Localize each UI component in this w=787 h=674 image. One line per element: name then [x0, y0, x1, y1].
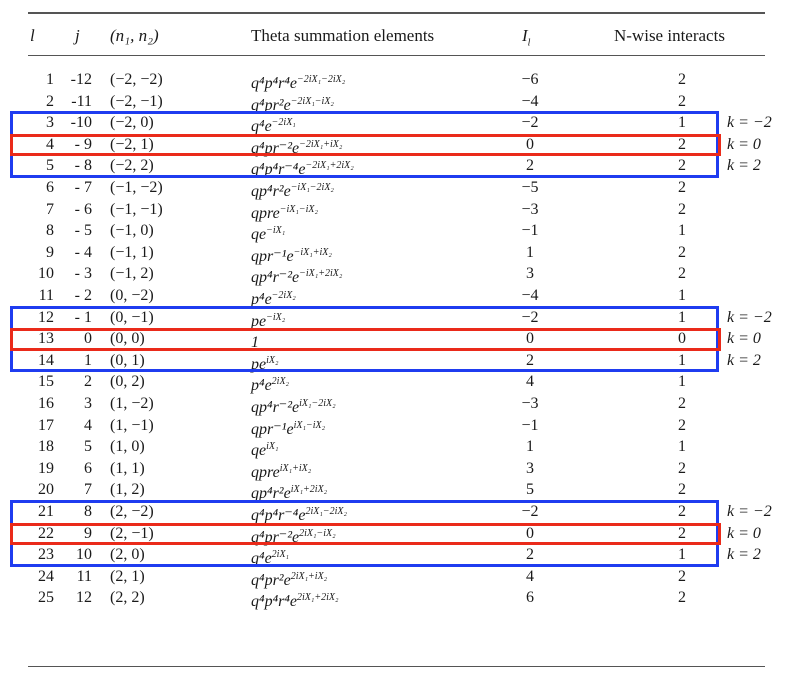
theta-exponent: −2iX₁ [271, 117, 296, 129]
theta-base: qpre [251, 204, 280, 222]
cell-I: 4 [526, 567, 534, 585]
theta-base: q⁴pr⁻²e [251, 139, 300, 157]
cell-theta [251, 587, 339, 613]
theta-exponent: 2iX₂ [271, 376, 290, 388]
theta-base: p⁴e [251, 377, 272, 395]
k-label: k = −2 [727, 114, 772, 132]
cell-nwise: 1 [678, 438, 686, 456]
cell-l: 17 [38, 416, 54, 434]
theta-exponent: −iX₁ [266, 225, 286, 237]
cell-l: 16 [38, 395, 54, 412]
cell-j: -10 [70, 114, 92, 132]
cell-I: 2 [526, 546, 534, 564]
cell-n1-n2: (2, −2) [110, 503, 154, 520]
cell-nwise: 2 [678, 503, 686, 520]
cell-I: −2 [521, 503, 539, 520]
header-I-main: I [522, 26, 528, 45]
theta-exponent: −2iX₁+2iX₂ [305, 160, 354, 172]
k-label: k = 2 [727, 157, 761, 175]
theta-exponent: −2iX₂ [271, 290, 296, 301]
cell-j: - 4 [74, 243, 92, 261]
cell-j: 0 [84, 330, 92, 348]
cell-l: 6 [46, 179, 54, 196]
cell-l: 18 [38, 438, 54, 456]
theta-base: qpre [251, 463, 280, 481]
table-row [0, 393, 787, 415]
cell-nwise: 1 [678, 287, 686, 304]
theta-base: 1 [251, 334, 259, 352]
cell-l: 4 [46, 135, 54, 153]
cell-n1-n2: (−1, 0) [110, 222, 154, 240]
cell-I: −1 [521, 222, 539, 240]
theta-exponent: 2iX₁−2iX₂ [305, 506, 347, 517]
k-label: k = 2 [727, 351, 761, 369]
k-label: k = 2 [727, 546, 761, 564]
cell-nwise: 1 [678, 351, 686, 369]
cell-nwise: 0 [678, 330, 686, 348]
cell-l: 7 [46, 200, 54, 218]
table-row [0, 436, 787, 458]
theta-base: q⁴p⁴r⁻⁴e [251, 507, 306, 524]
theta-exponent: 2iX₁+2iX₂ [297, 592, 339, 604]
cell-l: 8 [46, 222, 54, 240]
table-row [0, 566, 787, 588]
theta-base: qpr⁻¹e [251, 247, 294, 265]
cell-l: 21 [38, 503, 54, 520]
k-label: k = −2 [727, 503, 772, 520]
cell-l: 10 [38, 265, 54, 283]
cell-n1-n2: (−2, −2) [110, 71, 163, 88]
table-row [0, 220, 787, 242]
cell-n1-n2: (−2, 0) [110, 114, 154, 132]
cell-nwise: 2 [678, 71, 686, 88]
theta-exponent: iX₁+2iX₂ [290, 484, 328, 496]
cell-j: -12 [70, 71, 92, 88]
cell-nwise: 2 [678, 200, 686, 218]
cell-n1-n2: (−1, 1) [110, 243, 154, 261]
cell-j: - 8 [74, 157, 92, 175]
table-row [0, 328, 787, 350]
cell-I: −2 [521, 114, 539, 132]
table-row [0, 415, 787, 437]
cell-j: 9 [84, 524, 92, 542]
theta-exponent: iX₂ [266, 354, 279, 366]
theta-base: qp⁴r²e [251, 183, 291, 200]
cell-I: 3 [526, 265, 534, 283]
cell-l: 24 [38, 567, 54, 585]
cell-n1-n2: (2, 2) [110, 589, 145, 607]
cell-j: - 3 [74, 265, 92, 283]
cell-I: −3 [521, 395, 539, 412]
cell-I: 3 [526, 459, 534, 477]
cell-nwise: 2 [678, 265, 686, 283]
cell-l: 14 [38, 351, 54, 369]
table-row [0, 177, 787, 199]
table-row [0, 69, 787, 91]
theta-base: qp⁴r⁻²e [251, 269, 300, 287]
cell-j: - 2 [74, 287, 92, 304]
cell-n1-n2: (2, 0) [110, 546, 145, 564]
cell-nwise: 1 [678, 546, 686, 564]
theta-exponent: −iX₂ [266, 311, 286, 323]
table-bottom-rule [28, 666, 765, 667]
cell-n1-n2: (0, −2) [110, 287, 154, 304]
cell-n1-n2: (0, −1) [110, 308, 154, 326]
cell-I: −6 [521, 71, 539, 88]
cell-j: - 5 [74, 222, 92, 240]
cell-l: 12 [38, 308, 54, 326]
cell-j: 4 [84, 416, 92, 434]
cell-l: 22 [38, 524, 54, 542]
table-row [0, 134, 787, 156]
cell-j: - 6 [74, 200, 92, 218]
theta-base: q⁴p⁴r⁴e [251, 593, 298, 611]
theta-base: q⁴e [251, 118, 272, 136]
table-row [0, 501, 787, 523]
theta-exponent: −iX₁+2iX₂ [299, 268, 343, 280]
theta-base: q⁴pr²e [251, 96, 291, 114]
cell-nwise: 2 [678, 179, 686, 196]
theta-base: q⁴p⁴r⁴e [251, 75, 298, 92]
cell-I: 1 [526, 243, 534, 261]
cell-n1-n2: (1, 2) [110, 481, 145, 499]
table-row [0, 112, 787, 134]
cell-n1-n2: (1, 0) [110, 438, 145, 456]
cell-n1-n2: (0, 1) [110, 351, 145, 369]
cell-l: 15 [38, 373, 54, 391]
theta-exponent: −2iX₁+iX₂ [299, 138, 343, 150]
cell-l: 23 [38, 546, 54, 564]
table-row [0, 91, 787, 113]
cell-nwise: 2 [678, 524, 686, 542]
cell-I: −1 [521, 416, 539, 434]
theta-base: pe [251, 312, 267, 330]
cell-n1-n2: (1, 1) [110, 459, 145, 477]
theta-exponent: iX₁+iX₂ [279, 462, 312, 474]
table-header-rule [28, 55, 765, 56]
cell-n1-n2: (−1, 2) [110, 265, 154, 283]
cell-n1-n2: (2, 1) [110, 567, 145, 585]
cell-j: 11 [76, 567, 92, 585]
cell-n1-n2: (0, 0) [110, 330, 145, 348]
header-nwise: N-wise interacts [614, 26, 725, 45]
table-row [0, 155, 787, 177]
table-row [0, 544, 787, 566]
cell-n1-n2: (0, 2) [110, 373, 145, 391]
cell-nwise: 2 [678, 416, 686, 434]
cell-nwise: 2 [678, 395, 686, 412]
table-row [0, 587, 787, 609]
cell-n1-n2: (−1, −1) [110, 200, 163, 218]
table-row [0, 263, 787, 285]
cell-l: 20 [38, 481, 54, 499]
table-row [0, 479, 787, 501]
cell-nwise: 2 [678, 92, 686, 110]
table-row [0, 523, 787, 545]
table-row [0, 350, 787, 372]
cell-n1-n2: (−2, −1) [110, 92, 163, 110]
cell-j: 7 [84, 481, 92, 499]
cell-I: −4 [521, 287, 539, 304]
cell-I: −5 [521, 179, 539, 196]
cell-I: 0 [526, 524, 534, 542]
cell-n1-n2: (−1, −2) [110, 179, 163, 196]
header-I-sub: l [527, 37, 531, 49]
theta-base: q⁴pr²e [251, 571, 291, 589]
cell-l: 25 [38, 589, 54, 607]
cell-j: - 9 [74, 135, 92, 153]
k-label: k = −2 [727, 308, 772, 326]
cell-I: 0 [526, 330, 534, 348]
cell-nwise: 1 [678, 114, 686, 132]
theta-exponent: iX₁−2iX₂ [299, 398, 336, 409]
theta-exponent: −2iX₁−iX₂ [290, 95, 334, 107]
header-l: l [30, 26, 35, 45]
theta-exponent: 2iX₁+iX₂ [290, 570, 328, 582]
theta-exponent: 2iX₁ [271, 549, 290, 561]
header-j: j [75, 26, 80, 45]
cell-j: - 7 [74, 179, 92, 196]
cell-nwise: 2 [678, 243, 686, 261]
cell-nwise: 2 [678, 481, 686, 499]
theta-exponent: −2iX₁−2iX₂ [297, 74, 346, 85]
cell-l: 2 [46, 92, 54, 110]
cell-l: 5 [46, 157, 54, 175]
table-row [0, 199, 787, 221]
cell-I: −4 [521, 92, 539, 110]
theta-exponent: 2iX₁−iX₂ [299, 527, 336, 539]
cell-nwise: 2 [678, 135, 686, 153]
theta-base: qp⁴r²e [251, 485, 291, 503]
k-label: k = 0 [727, 330, 761, 348]
cell-I: 0 [526, 135, 534, 153]
cell-l: 13 [38, 330, 54, 348]
table-row [0, 242, 787, 264]
cell-j: 2 [84, 373, 92, 391]
cell-l: 3 [46, 114, 54, 132]
theta-base: q⁴pr⁻²e [251, 528, 300, 546]
cell-nwise: 2 [678, 567, 686, 585]
table-row [0, 285, 787, 307]
table-row [0, 371, 787, 393]
cell-l: 19 [38, 459, 54, 477]
theta-base: qe [251, 442, 267, 460]
cell-I: 5 [526, 481, 534, 499]
cell-I: −2 [521, 308, 539, 326]
cell-n1-n2: (−2, 1) [110, 135, 154, 153]
theta-exponent: −iX₁−iX₂ [279, 203, 318, 215]
theta-base: pe [251, 355, 267, 373]
cell-nwise: 1 [678, 373, 686, 391]
cell-j: 8 [84, 503, 92, 520]
cell-j: 12 [76, 589, 92, 607]
theta-base: q⁴e [251, 550, 272, 568]
cell-I: 2 [526, 157, 534, 175]
cell-nwise: 2 [678, 157, 686, 175]
table-row [0, 458, 787, 480]
cell-n1-n2: (−2, 2) [110, 157, 154, 175]
table-row [0, 307, 787, 329]
cell-l: 11 [38, 287, 54, 304]
cell-n1-n2: (2, −1) [110, 524, 154, 542]
table-top-rule [28, 12, 765, 14]
cell-j: 3 [84, 395, 92, 412]
theta-exponent: −iX₁+iX₂ [293, 246, 332, 258]
cell-I: 6 [526, 589, 534, 607]
theta-exponent: iX₁−iX₂ [293, 419, 326, 431]
cell-n1-n2: (1, −2) [110, 395, 154, 412]
cell-l: 1 [46, 71, 54, 88]
cell-j: -11 [71, 92, 92, 110]
theta-base: q⁴p⁴r⁻⁴e [251, 161, 306, 179]
cell-j: 10 [76, 546, 92, 564]
cell-nwise: 2 [678, 589, 686, 607]
theta-base: qe [251, 226, 267, 244]
cell-I: 1 [526, 438, 534, 456]
cell-I: 2 [526, 351, 534, 369]
header-theta: Theta summation elements [251, 26, 435, 45]
theta-base: qpr⁻¹e [251, 420, 294, 438]
k-label: k = 0 [727, 524, 761, 542]
theta-base: qp⁴r⁻²e [251, 399, 300, 416]
cell-j: - 1 [74, 308, 92, 326]
cell-j: 5 [84, 438, 92, 456]
cell-I: 4 [526, 373, 534, 391]
cell-j: 6 [84, 459, 92, 477]
cell-l: 9 [46, 243, 54, 261]
theta-exponent: −iX₁−2iX₂ [290, 182, 334, 193]
theta-base: p⁴e [251, 291, 272, 308]
cell-nwise: 1 [678, 308, 686, 326]
cell-n1-n2: (1, −1) [110, 416, 154, 434]
cell-nwise: 2 [678, 459, 686, 477]
theta-exponent: iX₁ [266, 441, 279, 453]
header-n1-n2: (n₁, n₂) [110, 26, 159, 45]
header-I [522, 25, 530, 47]
cell-j: 1 [84, 351, 92, 369]
k-label: k = 0 [727, 135, 761, 153]
cell-I: −3 [521, 200, 539, 218]
cell-nwise: 1 [678, 222, 686, 240]
